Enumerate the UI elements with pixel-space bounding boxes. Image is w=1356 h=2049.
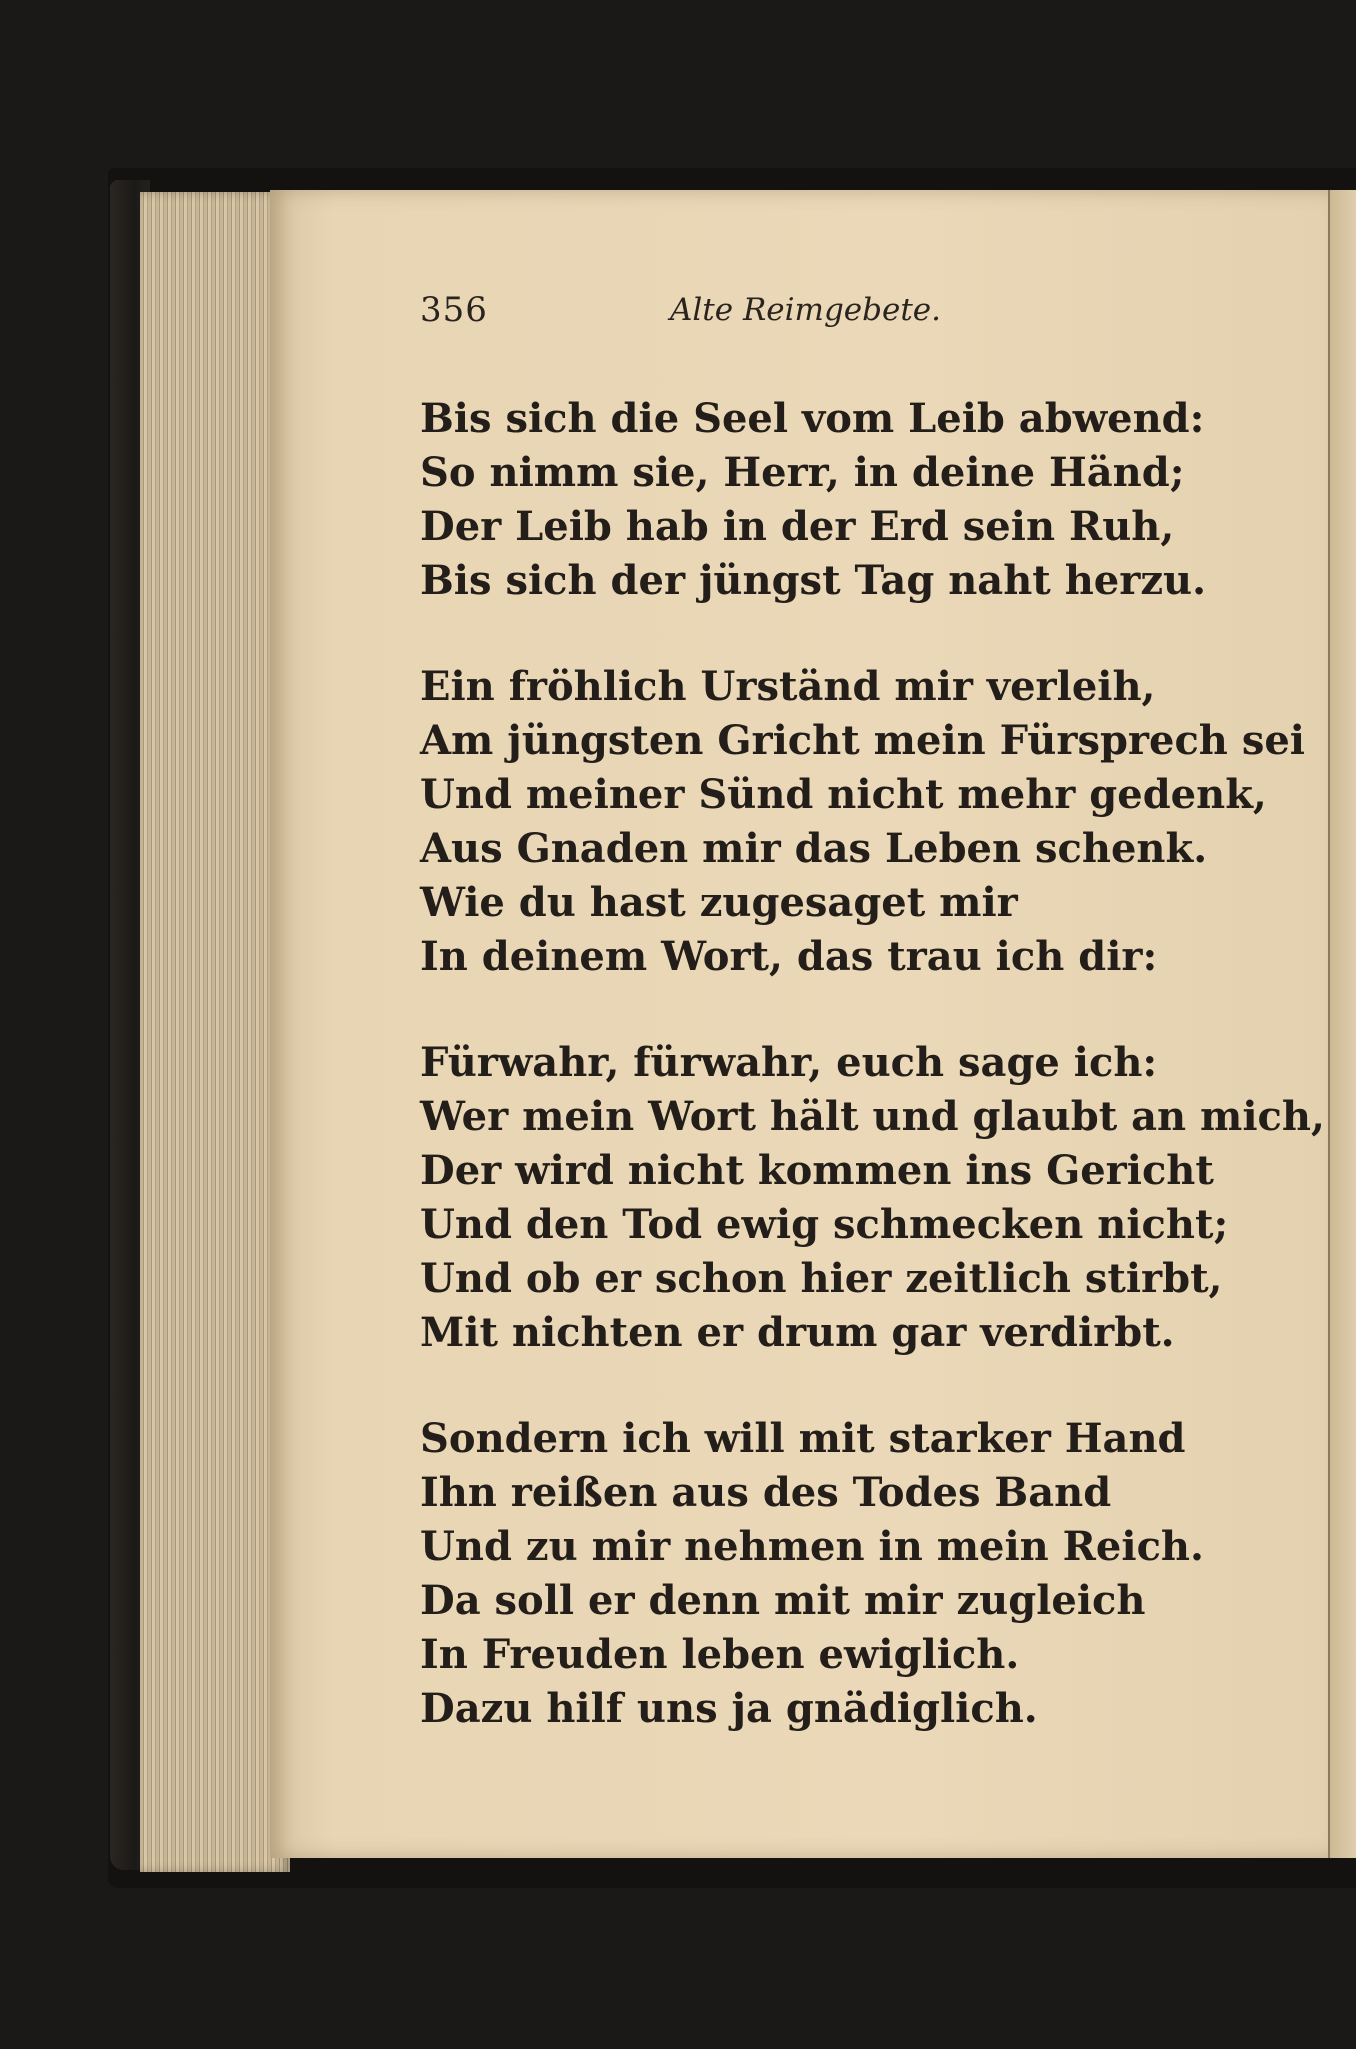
poem-line: Fürwahr, fürwahr, euch sage ich: xyxy=(420,1039,1158,1086)
poem-line: Bis sich der jüngst Tag naht herzu. xyxy=(420,557,1207,604)
stanza xyxy=(420,1412,1300,1736)
poem-line: Der wird nicht kommen ins Gericht xyxy=(420,1147,1214,1194)
poem-line: Und meiner Sünd nicht mehr gedenk, xyxy=(420,771,1267,818)
poem-text xyxy=(420,392,1325,1788)
poem-line: In deinem Wort, das trau ich dir: xyxy=(420,933,1158,980)
poem-line: Und den Tod ewig schmecken nicht; xyxy=(420,1201,1229,1248)
poem-line: Dazu hilf uns ja gnädiglich. xyxy=(420,1685,1038,1732)
poem-line: Bis sich die Seel vom Leib abwend: xyxy=(420,395,1205,442)
poem-line: Und ob er schon hier zeitlich stirbt, xyxy=(420,1255,1223,1302)
poem-line: Ihn reißen aus des Todes Band xyxy=(420,1469,1112,1516)
poem-line: So nimm sie, Herr, in deine Händ; xyxy=(420,449,1185,496)
poem-line: Da soll er denn mit mir zugleich xyxy=(420,1577,1146,1624)
poem-line: Der Leib hab in der Erd sein Ruh, xyxy=(420,503,1175,550)
poem-line: Wer mein Wort hält und glaubt an mich, xyxy=(420,1093,1325,1140)
poem-line: Sondern ich will mit starker Hand xyxy=(420,1415,1186,1462)
poem-line: Wie du hast zugesaget mir xyxy=(420,879,1018,926)
running-head: Alte Reimgebete. xyxy=(670,292,941,328)
poem-line: Ein fröhlich Urständ mir verleih, xyxy=(420,663,1156,710)
page-edges xyxy=(140,192,290,1872)
stanza xyxy=(420,1036,1325,1360)
poem-line: Aus Gnaden mir das Leben schenk. xyxy=(420,825,1208,872)
next-page-edge xyxy=(1328,190,1356,1858)
page-number: 356 xyxy=(420,290,488,330)
poem-line: Am jüngsten Gricht mein Fürsprech sei xyxy=(420,717,1305,764)
poem-line: Mit nichten er drum gar verdirbt. xyxy=(420,1309,1175,1356)
poem-line: In Freuden leben ewiglich. xyxy=(420,1631,1020,1678)
poem-line: Und zu mir nehmen in mein Reich. xyxy=(420,1523,1204,1570)
stanza xyxy=(420,392,1300,608)
stanza xyxy=(420,660,1305,984)
